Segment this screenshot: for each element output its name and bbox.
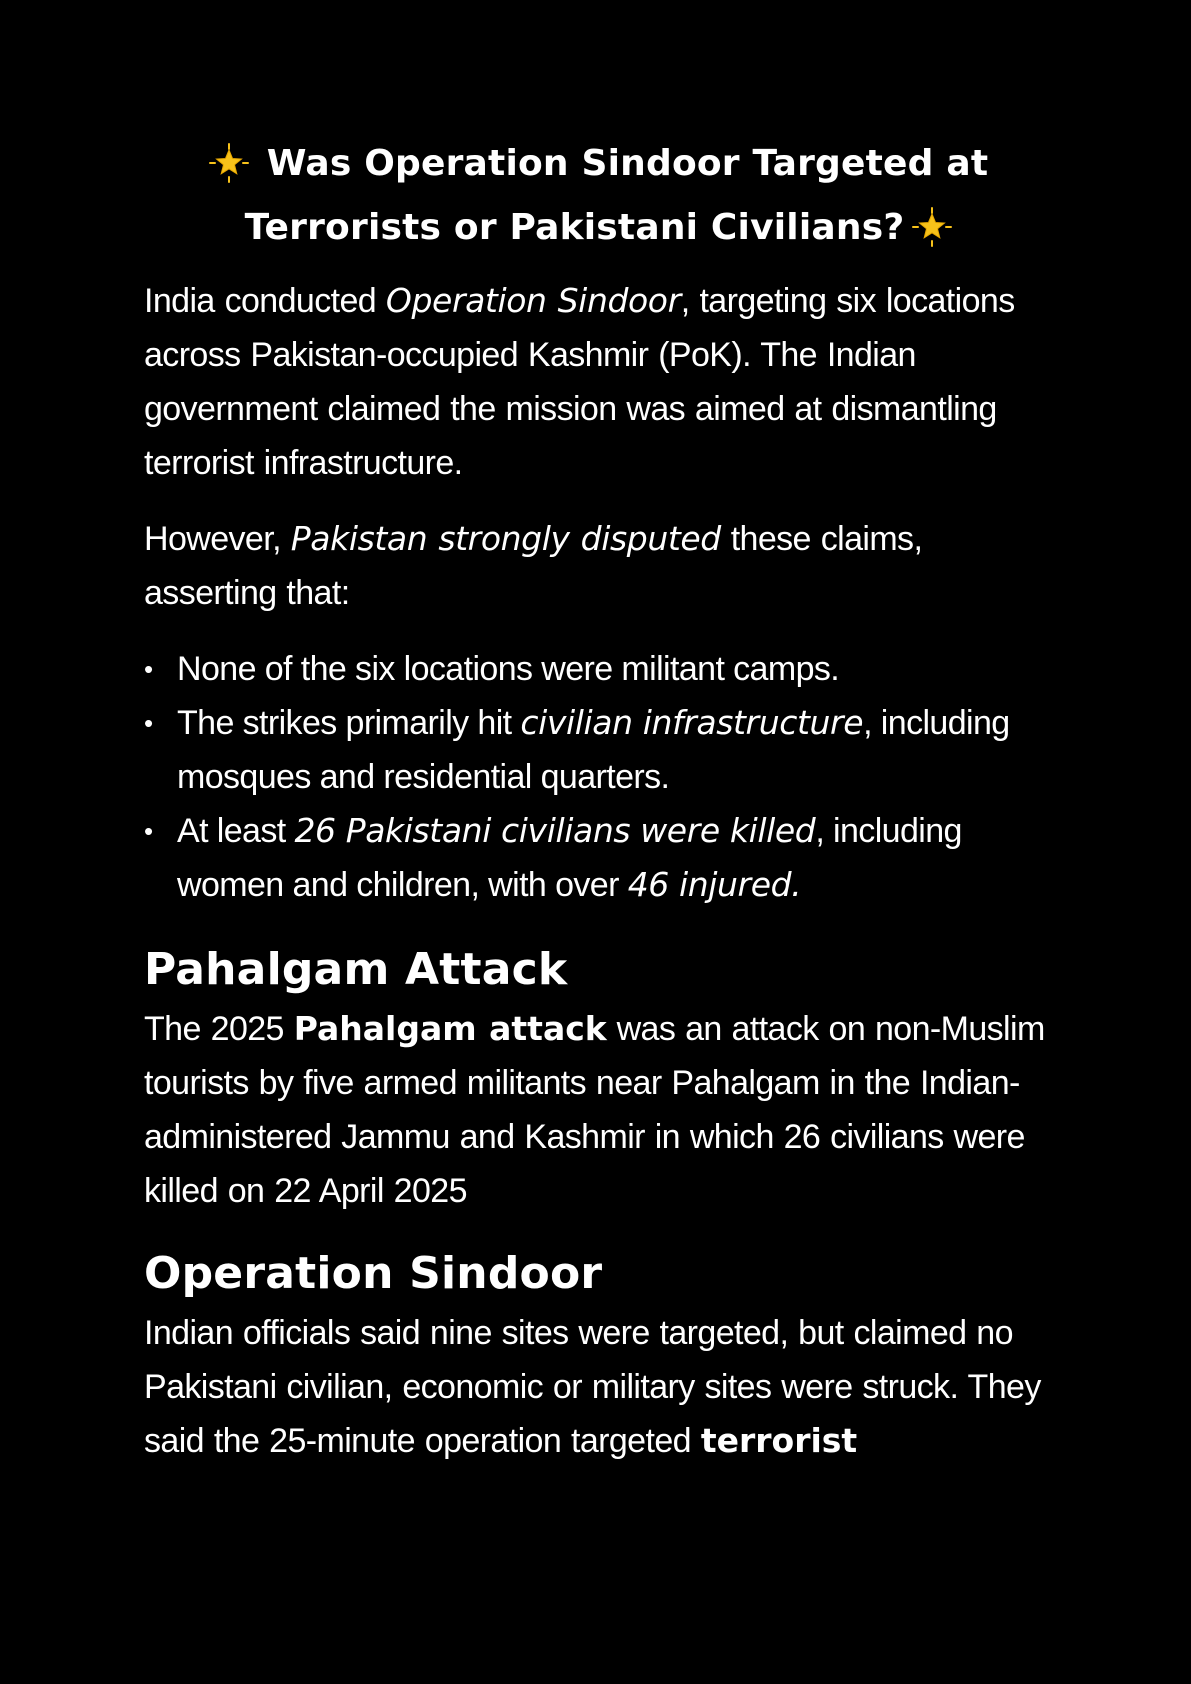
title-line-1: Was Operation Sindoor Targeted at	[266, 143, 989, 184]
claim-text: , including mosques and residential quarters.	[177, 704, 1010, 796]
intro-text: India conducted	[144, 282, 386, 320]
dispute-text: these claims, asserting that:	[144, 520, 923, 612]
claim-text: None of the six locations were militant camps.	[177, 650, 840, 688]
intro-emphasis: Operation Sindoor	[385, 281, 681, 320]
list-item	[144, 804, 1053, 912]
pahalgam-text: was an attack on non-Muslim tourists by five armed militants near Pahalgam in the Indian-administered Jammu and Kashmir in which 26 civilians were killed on 22 April 2025	[144, 1010, 1045, 1210]
pahalgam-section	[144, 942, 1053, 1218]
pahalgam-paragraph	[144, 1002, 1053, 1218]
intro-paragraph	[144, 274, 1053, 490]
glowing-star-icon	[209, 143, 249, 183]
claim-text: At least	[177, 812, 295, 850]
sindoor-text: Indian officials said nine sites were targeted, but claimed no Pakistani civilian, economic or military sites were struck. They said the 25-minute operation targeted	[144, 1314, 1041, 1460]
page-title	[144, 132, 1053, 260]
section-heading: Operation Sindoor	[144, 1248, 603, 1299]
sindoor-bold: terrorist	[700, 1421, 858, 1460]
dispute-text: However,	[144, 520, 291, 558]
bullet-icon: •	[144, 708, 153, 738]
glowing-star-icon	[912, 207, 952, 247]
claim-text: , including women and children, with over	[177, 812, 962, 904]
claim-emphasis: 46 injured	[627, 865, 792, 904]
claim-text: The strikes primarily hit	[177, 704, 521, 742]
claims-list	[144, 642, 1053, 912]
sindoor-section	[144, 1246, 1053, 1468]
claim-emphasis: 26 Pakistani civilians were killed	[294, 811, 816, 850]
claim-emphasis: .	[791, 865, 802, 904]
claim-emphasis: civilian infrastructure	[520, 703, 864, 742]
title-line-2: Terrorists or Pakistani Civilians?	[244, 207, 905, 248]
intro-text: , targeting six locations across Pakistan-occupied Kashmir (PoK). The Indian government claimed the mission was aimed at dismantling terrorist infrastructure.	[144, 282, 1015, 482]
list-item	[144, 696, 1053, 804]
pahalgam-bold: Pahalgam attack	[293, 1009, 607, 1048]
pahalgam-text: The 2025	[144, 1010, 294, 1048]
dispute-emphasis: Pakistan strongly disputed	[290, 519, 721, 558]
list-item	[144, 642, 1053, 696]
sindoor-paragraph	[144, 1306, 1053, 1468]
dispute-paragraph	[144, 512, 1053, 620]
section-heading: Pahalgam Attack	[144, 944, 568, 995]
bullet-icon: •	[144, 816, 153, 846]
bullet-icon: •	[144, 654, 153, 684]
